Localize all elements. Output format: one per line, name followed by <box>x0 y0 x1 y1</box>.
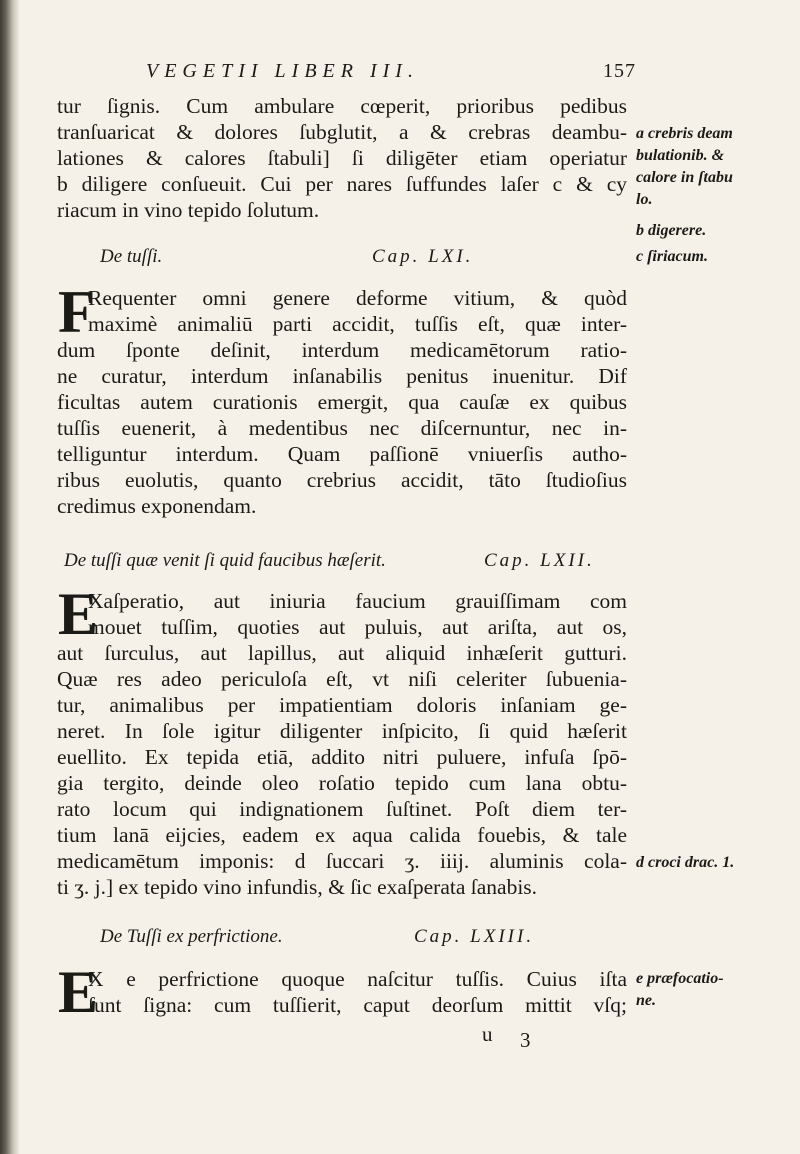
running-head-title: VEGETII LIBER III. <box>146 60 419 82</box>
text-line: ſunt ſigna: cum tuſſierit, caput deorſum mittit vſq; <box>88 993 627 1017</box>
text-line: tranſuaricat & dolores ſubglutit, a & crebras deambu- <box>57 120 627 144</box>
chapter-number: Cap. LXI. <box>372 246 474 267</box>
text-line: maximè animaliū parti accidit, tuſſis eſt, quæ inter- <box>88 312 627 336</box>
margin-note-a: bulationib. & <box>636 147 725 164</box>
text-line: neret. In ſole igitur diligenter inſpicito, ſi quid hæſerit <box>57 719 627 743</box>
margin-note-a: a crebris deam <box>636 125 733 142</box>
chapter-heading-61 <box>100 246 540 274</box>
chapter-number: Cap. LXIII. <box>414 926 535 947</box>
text-line: lationes & calores ſtabuli] ſi diligēter etiam operiatur <box>57 146 627 170</box>
chapter-heading-63 <box>100 926 540 954</box>
margin-note-a: calore in ſtabu <box>636 169 733 186</box>
text-line: gia tergito, deinde oleo roſatio tepido cum lana obtu- <box>57 771 627 795</box>
text-line: medicamētum imponis: d ſuccari ʒ. iiij. aluminis cola- <box>57 849 627 873</box>
text-line: ti ʒ. j.] ex tepido vino infundis, & ſic exaſperata ſanabis. <box>57 875 538 899</box>
drop-cap: E <box>58 959 99 1025</box>
text-line: credimus exponendam. <box>57 494 257 518</box>
signature-mark: u <box>482 1022 493 1046</box>
text-line: tium lanā eijcies, eadem ex aqua calida fouebis, & tale <box>57 823 627 847</box>
text-line: ribus euolutis, quanto crebrius accidit, tāto ſtudioſius <box>57 468 627 492</box>
chapter-number: Cap. LXII. <box>484 550 595 571</box>
text-line: dum ſponte deſinit, interdum medicamētorum ratio- <box>57 338 627 362</box>
text-line: euellito. Ex tepida etiā, addito nitri puluere, infuſa ſpō- <box>57 745 627 769</box>
margin-note-e: ne. <box>636 992 656 1009</box>
text-line: Requenter omni genere deforme vitium, & quòd <box>88 286 627 310</box>
text-line: tuſſis euenerit, à medentibus nec diſcernuntur, nec in- <box>57 416 627 440</box>
text-line: aut ſurculus, aut lapillus, aut aliquid inhæſerit gutturi. <box>57 641 627 665</box>
text-line: ficultas autem curationis emergit, qua cauſæ ex quibus <box>57 390 627 414</box>
chapter-title: De tuſſi. <box>100 246 163 267</box>
text-line: Quæ res adeo periculoſa eſt, vt niſi celeriter ſubuenia- <box>57 667 627 691</box>
margin-note-c: c ſiriacum. <box>636 248 708 265</box>
text-line: telliguntur interdum. Quam paſſionē vniuerſis autho- <box>57 442 627 466</box>
text-line: X e perfrictione quoque naſcitur tuſſis. Cuius iſta <box>88 967 627 991</box>
margin-note-a: lo. <box>636 191 653 208</box>
chapter-title: De Tuſſi ex perfrictione. <box>100 926 283 947</box>
text-line: mouet tuſſim, quoties aut puluis, aut ariſta, aut os, <box>88 615 627 639</box>
text-line: Xaſperatio, aut iniuria faucium grauiſſimam com <box>88 589 627 613</box>
page-number: 157 <box>603 60 636 82</box>
margin-note-d: d croci drac. 1. <box>636 854 735 871</box>
signature-mark: 3 <box>520 1028 531 1052</box>
text-line: ne curatur, interdum inſanabilis penitus inuenitur. Dif <box>57 364 627 388</box>
text-line: riacum in vino tepido ſolutum. <box>57 198 320 222</box>
text-line: rato locum qui indignationem ſuſtinet. Poſt diem ter- <box>57 797 627 821</box>
drop-cap: F <box>58 279 95 345</box>
chapter-title: De tuſſi quæ venit ſi quid faucibus hæſerit. <box>64 550 386 571</box>
text-line: tur ſignis. Cum ambulare cœperit, prioribus pedibus <box>57 94 627 118</box>
running-head <box>146 60 636 88</box>
margin-note-b: b digerere. <box>636 222 707 239</box>
text-line: tur, animalibus per impatientiam doloris inſaniam ge- <box>57 693 627 717</box>
drop-cap: E <box>58 581 99 647</box>
text-line: b diligere conſueuit. Cui per nares ſuffundes laſer c & cy <box>57 172 627 196</box>
margin-note-e: e præfocatio- <box>636 970 724 987</box>
book-spine-shadow <box>0 0 20 1154</box>
chapter-heading-62 <box>64 550 624 578</box>
